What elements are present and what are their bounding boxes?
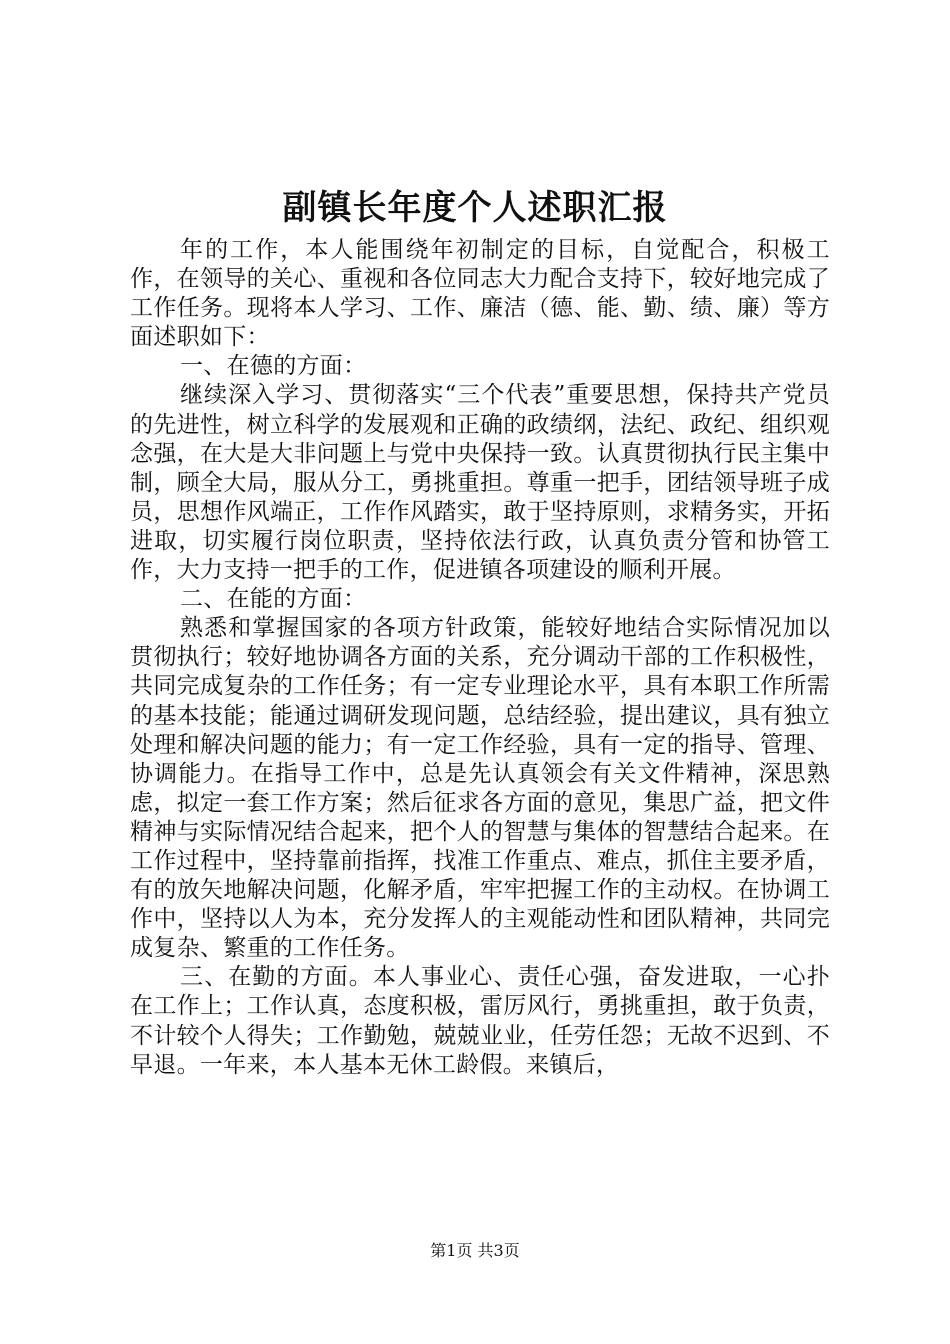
- document-body: [130, 236, 830, 1080]
- paragraph-ability: 熟悉和掌握国家的各项方针政策，能较好地结合实际情况加以贯彻执行；较好地协调各方面的关系，充分调动干部的工作积极性，共同完成复杂的工作任务；有一定专业理论水平，具有本职工作所需的基本技能；能通过调研发现问题，总结经验，提出建议，具有独立处理和解决问题的能力；有一定工作经验，具有一定的指导、管理、协调能力。在指导工作中，总是先认真领会有关文件精神，深思熟虑，拟定一套工作方案；然后征求各方面的意见，集思广益，把文件精神与实际情况结合起来，把个人的智慧与集体的智慧结合起来。在工作过程中，坚持靠前指挥，找准工作重点、难点，抓住主要矛盾，有的放矢地解决问题，化解矛盾，牢牢把握工作的主动权。在协调工作中，坚持以人为本，充分发挥人的主观能动性和团队精神，共同完成复杂、繁重的工作任务。: [130, 615, 830, 962]
- paragraph-diligence: 三、在勤的方面。本人事业心、责任心强，奋发进取，一心扑在工作上；工作认真，态度积极，雷厉风行，勇挑重担，敢于负责，不计较个人得失；工作勤勉，兢兢业业，任劳任怨；无故不迟到、不早退。一年来，本人基本无休工龄假。来镇后，: [130, 964, 830, 1078]
- section-heading-ability: 二、在能的方面：: [180, 586, 367, 613]
- page-footer: 第1页 共3页: [430, 1241, 520, 1260]
- paragraph-intro: 年的工作，本人能围绕年初制定的目标，自觉配合，积极工作，在领导的关心、重视和各位同志大力配合支持下，较好地完成了工作任务。现将本人学习、工作、廉洁（德、能、勤、绩、廉）等方面述职如下：: [130, 237, 830, 351]
- section-heading-virtue: 一、在德的方面：: [180, 353, 367, 380]
- document-title: 副镇长年度个人述职汇报: [282, 188, 668, 228]
- paragraph-virtue: 继续深入学习、贯彻落实“三个代表”重要思想，保持共产党员的先进性，树立科学的发展观和正确的政绩纲，法纪、政纪、组织观念强，在大是大非问题上与党中央保持一致。认真贯彻执行民主集中制，顾全大局，服从分工，勇挑重担。尊重一把手，团结领导班子成员，思想作风端正，工作作风踏实，敢于坚持原则，求精务实，开拓进取，切实履行岗位职责，坚持依法行政，认真负责分管和协管工作，大力支持一把手的工作，促进镇各项建设的顺利开展。: [130, 382, 830, 584]
